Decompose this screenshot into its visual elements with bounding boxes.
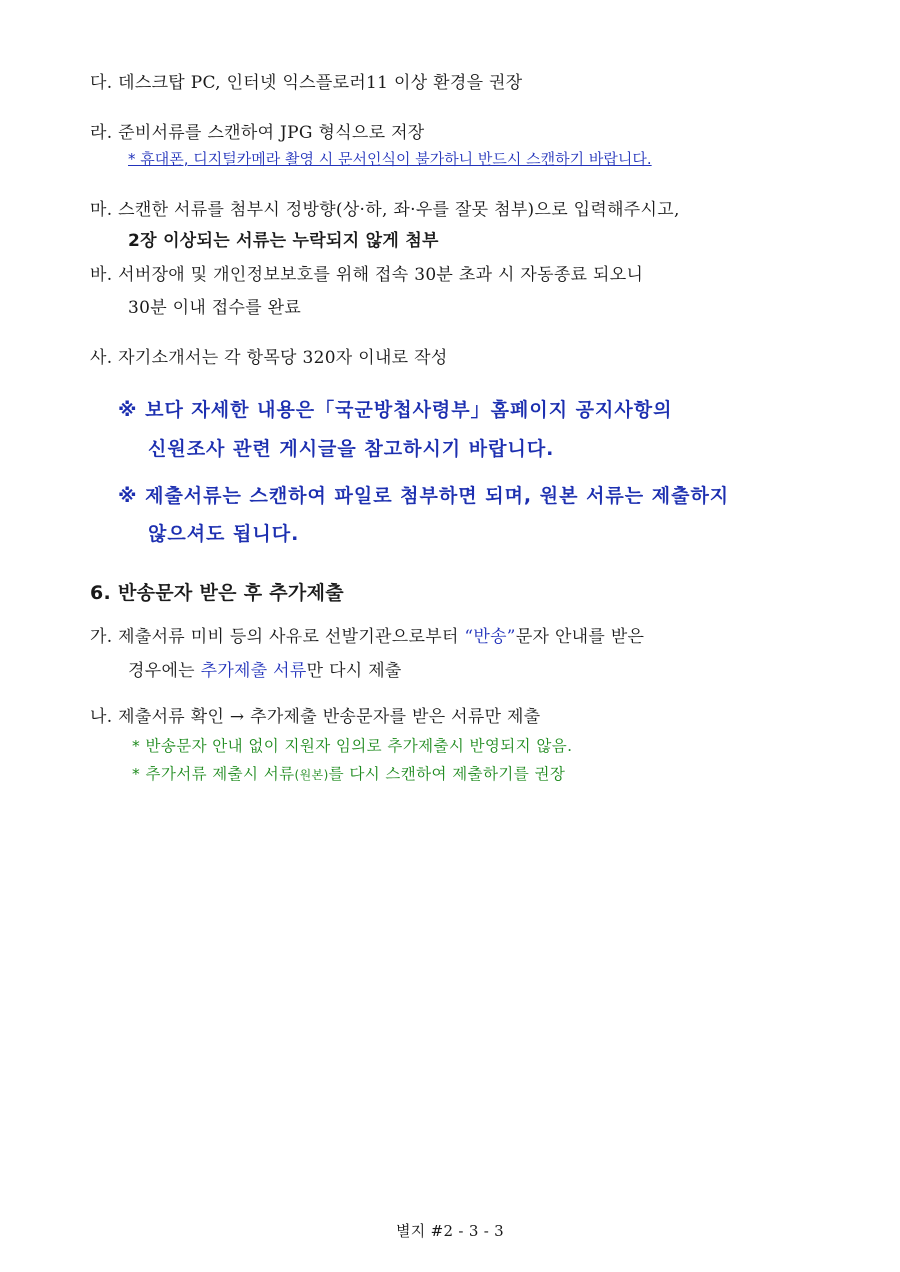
item-ra: 라. 준비서류를 스캔하여 JPG 형식으로 저장 <box>90 123 425 143</box>
item-ma-line1: 마. 스캔한 서류를 첨부시 정방향(상·하, 좌·우를 잘못 첨부)으로 입력해주시고, <box>90 200 680 220</box>
item-na-note2-text-a: * 추가서류 제출시 서류 <box>132 765 295 783</box>
item-ga2-text-b: 만 다시 제출 <box>306 661 402 681</box>
notice-1-line2: 신원조사 관련 게시글을 참고하시기 바랍니다. <box>148 438 555 460</box>
item-sa: 사. 자기소개서는 각 항목당 320자 이내로 작성 <box>90 348 448 368</box>
notice-1-line1: ※ 보다 자세한 내용은「국군방첩사령부」홈페이지 공지사항의 <box>118 399 673 421</box>
item-na: 나. 제출서류 확인 → 추가제출 반송문자를 받은 서류만 제출 <box>90 707 541 727</box>
item-na-note1: * 반송문자 안내 없이 지원자 임의로 추가제출시 반영되지 않음. <box>132 737 573 755</box>
item-ra-note: * 휴대폰, 디지털카메라 촬영 시 문서인식이 불가하니 반드시 스캔하기 바랍니다. <box>128 150 652 168</box>
item-ba-line1: 바. 서버장애 및 개인정보보호를 위해 접속 30분 초과 시 자동종료 되오니 <box>90 265 644 285</box>
item-na-note2-text-b: 를 다시 스캔하여 제출하기를 권장 <box>328 765 566 783</box>
item-da: 다. 데스크탑 PC, 인터넷 익스플로러11 이상 환경을 권장 <box>90 73 523 93</box>
page-number: 별지 #2 - 3 - 3 <box>395 1222 505 1240</box>
item-ga2-text-a: 경우에는 <box>128 661 201 681</box>
item-ga-text-a: 가. 제출서류 미비 등의 사유로 선발기관으로부터 <box>90 627 465 647</box>
item-ga-quote: “반송” <box>464 627 516 647</box>
notice-2-line2: 않으셔도 됩니다. <box>148 523 300 545</box>
item-ga-line1 <box>90 622 644 647</box>
item-na-note2 <box>132 762 565 784</box>
item-ga2-highlight: 추가제출 서류 <box>200 661 307 681</box>
item-ma-line2: 2장 이상되는 서류는 누락되지 않게 첨부 <box>128 231 439 251</box>
notice-2-line1: ※ 제출서류는 스캔하여 파일로 첨부하면 되며, 원본 서류는 제출하지 <box>118 485 730 507</box>
item-na-note2-small: (원본) <box>294 768 329 782</box>
item-ga-text-b: 문자 안내를 받은 <box>515 627 645 647</box>
item-ba-line2: 30분 이내 접수를 완료 <box>128 298 302 318</box>
item-ga-line2 <box>128 656 402 681</box>
section-6-heading: 6. 반송문자 받은 후 추가제출 <box>90 582 344 604</box>
